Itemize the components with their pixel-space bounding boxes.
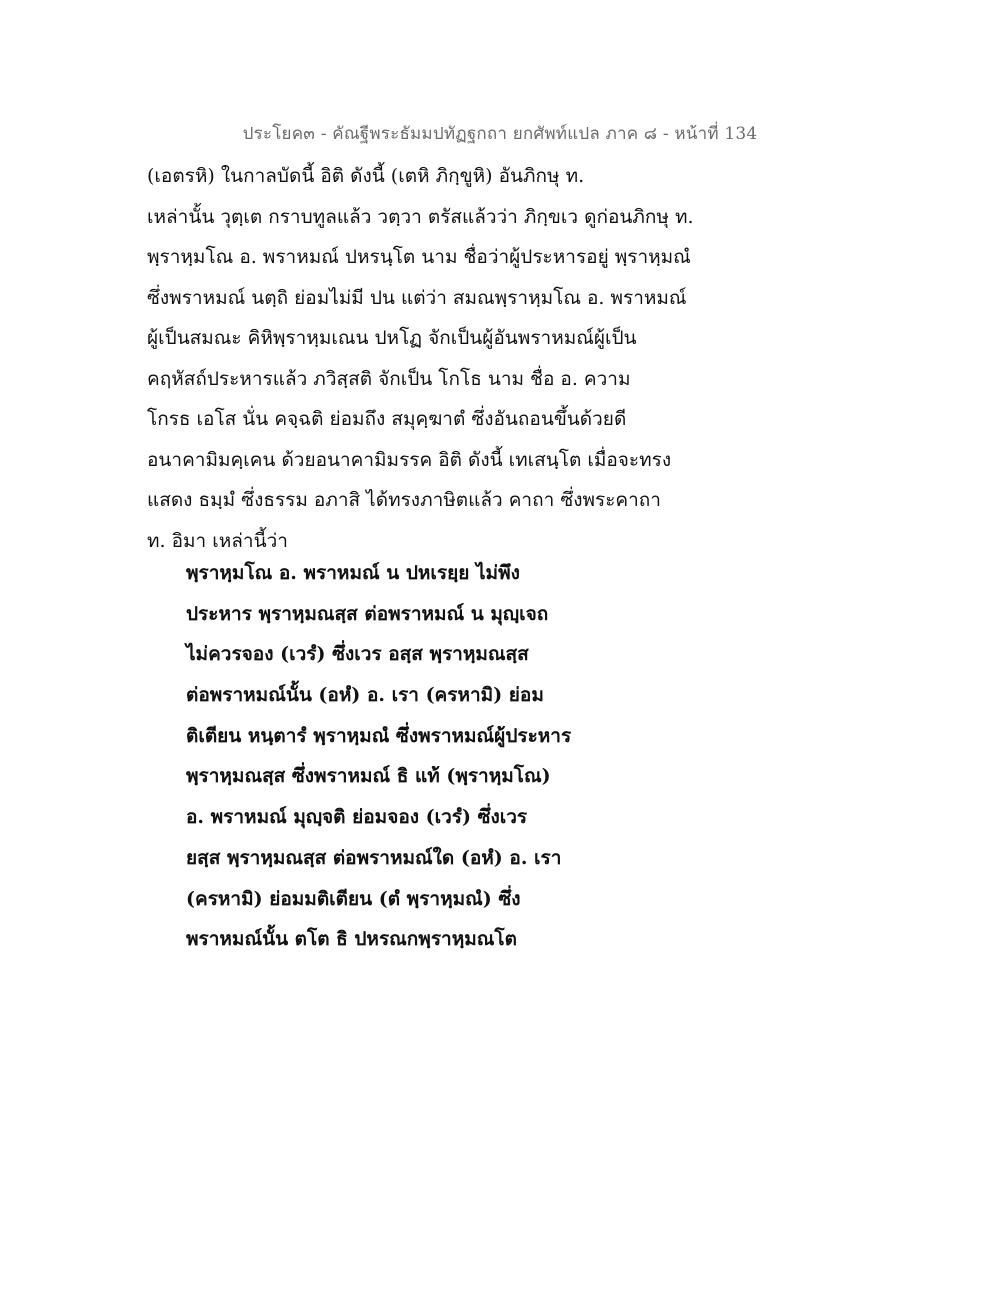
paragraph-line: คฤหัสถ์ประหารแล้ว ภวิสฺสติ จักเป็น โกโธ นาม ชื่อ อ. ความ <box>147 367 631 390</box>
paragraph-line: อนาคามิมคฺเคน ด้วยอนาคามิมรรค อิติ ดังนี้ เทเสนฺโต เมื่อจะทรง <box>147 448 672 471</box>
verse-line: (ครหามิ) ย่อมมติเตียน (ตํ พฺราหฺมณํ) ซึ่ง <box>186 887 521 910</box>
paragraph-line: ซึ่งพราหมณ์ นตฺถิ ย่อมไม่มี ปน แต่ว่า สมณพฺราหฺมโณ อ. พราหมณ์ <box>147 286 687 309</box>
verse-line: พฺราหฺมโณ อ. พราหมณ์ น ปหเรยฺย ไม่พึง <box>186 562 520 584</box>
verse-line: พฺราหฺมณสฺส ซึ่งพราหมณ์ ธิ แท้ (พฺราหฺมโณ) <box>186 765 551 788</box>
commentary-paragraph <box>147 156 867 561</box>
paragraph-line: (เอตรหิ) ในกาลบัดนี้ อิติ ดังนี้ (เตหิ ภิกฺขูหิ) อันภิกษุ ท. <box>147 165 585 187</box>
verse-line: ไม่ควรจอง (เวรํ) ซึ่งเวร อสฺส พฺราหฺมณสฺส <box>186 643 529 666</box>
verse-line: ยสฺส พฺราหฺมณสฺส ต่อพราหมณ์ใด (อหํ) อ. เรา <box>186 846 562 869</box>
running-header: ประโยค๓ - คัณฐีพระธัมมปทัฏฐกถา ยกศัพท์แปล ภาค ๘ - หน้าที่ 134 <box>242 124 758 144</box>
paragraph-line: ท. อิมา เหล่านี้ว่า <box>147 529 288 552</box>
verse-line: ติเตียน หนฺตารํ พฺราหฺมณํ ซึ่งพราหมณ์ผู้ประหาร <box>186 724 572 747</box>
paragraph-line: ผู้เป็นสมณะ คิหิพฺราหฺมเณน ปหโฏ จักเป็นผู้อันพราหมณ์ผู้เป็น <box>147 327 637 349</box>
verse-line: พราหมณ์นั้น ตโต ธิ ปหรณกพฺราหฺมณโต <box>186 928 517 951</box>
paragraph-line: พฺราหฺมโณ อ. พราหมณ์ ปหรนฺโต นาม ชื่อว่าผู้ประหารอยู่ พฺราหฺมณํ <box>147 246 691 268</box>
verse-line: ประหาร พฺราหฺมณสฺส ต่อพราหมณ์ น มุญฺเจถ <box>186 602 549 625</box>
paragraph-line: แสดง ธมฺมํ ซึ่งธรรม อภาสิ ได้ทรงภาษิตแล้ว คาถา ซึ่งพระคาถา <box>147 489 661 511</box>
verse-line: อ. พราหมณ์ มุญฺจติ ย่อมจอง (เวรํ) ซึ่งเวร <box>186 806 528 829</box>
paragraph-line: เหล่านั้น วุตฺเต กราบทูลแล้ว วตฺวา ตรัสแล้วว่า ภิกฺขเว ดูก่อนภิกษุ ท. <box>147 205 694 228</box>
verse-block <box>186 553 826 960</box>
verse-line: ต่อพราหมณ์นั้น (อหํ) อ. เรา (ครหามิ) ย่อม <box>186 684 544 707</box>
paragraph-line: โกรธ เอโส นั่น คจฺฉติ ย่อมถึง สมุคฺฆาตํ ซึ่งอันถอนขึ้นด้วยดี <box>147 408 627 430</box>
